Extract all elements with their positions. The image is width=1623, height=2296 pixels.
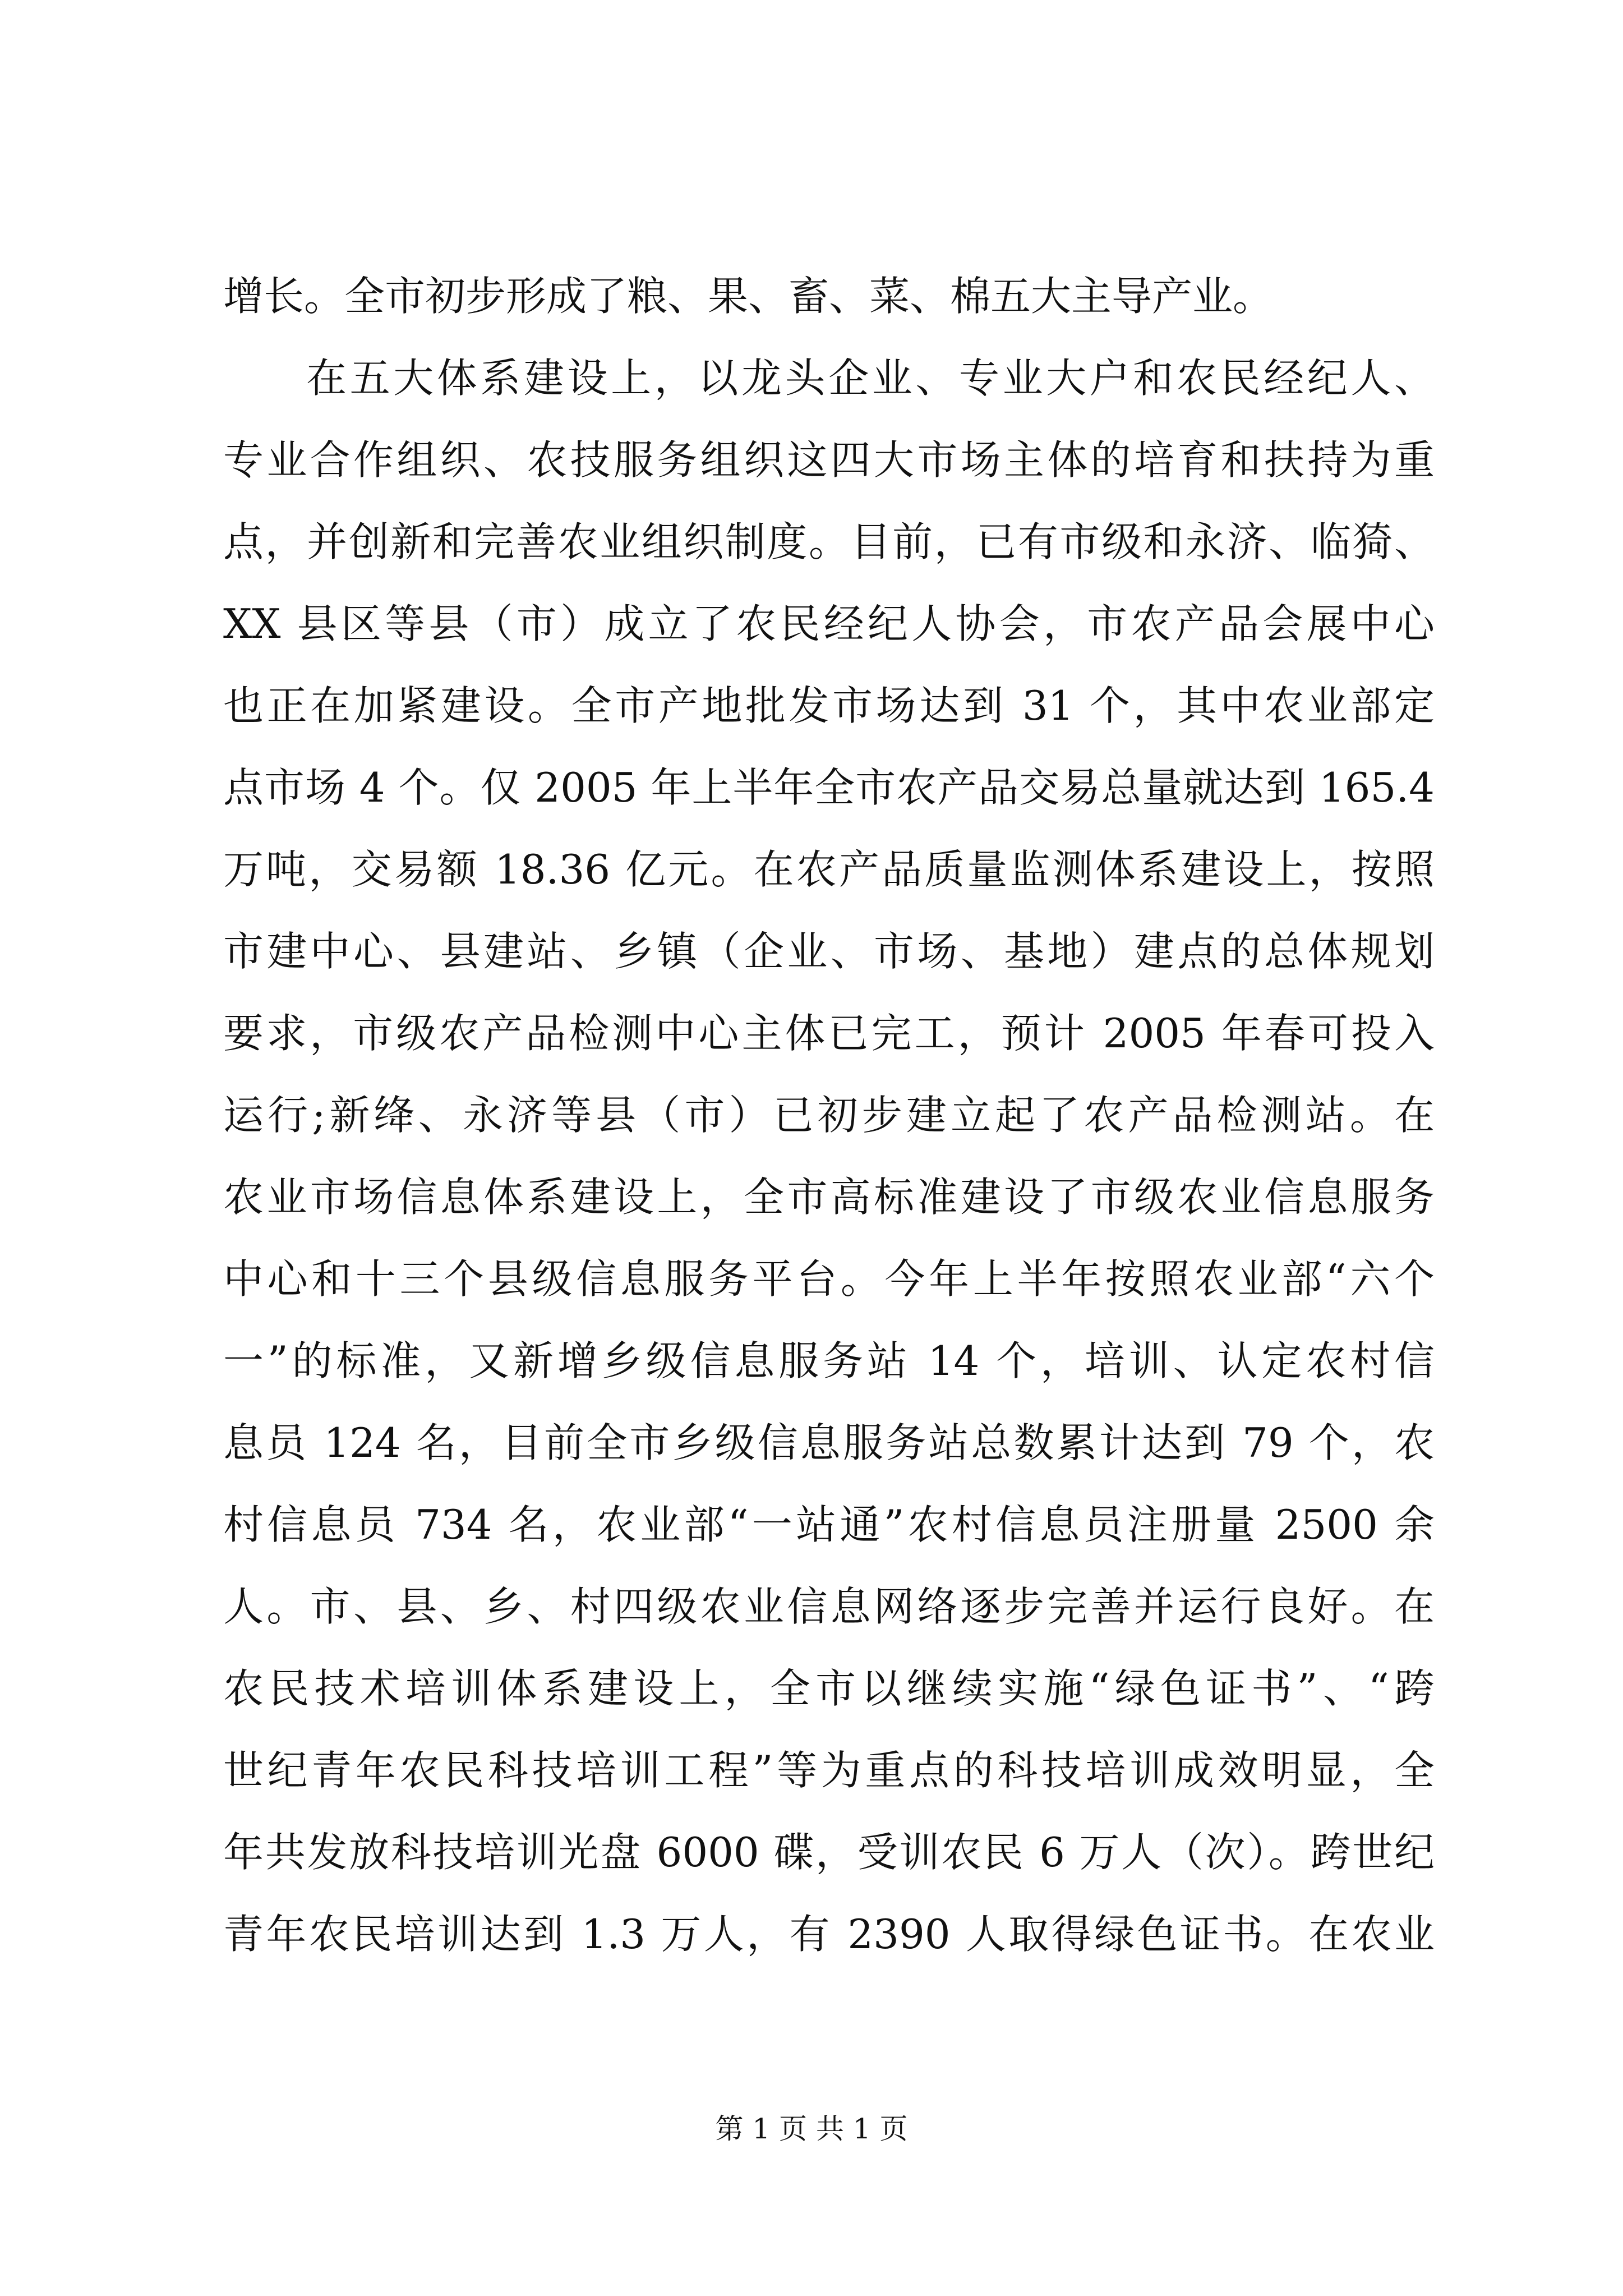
text-line: 息员 124 名，目前全市乡级信息服务站总数累计达到 79 个，农 [223, 1419, 1435, 1466]
text-line: 在五大体系建设上，以龙头企业、专业大户和农民经纪人、 [306, 355, 1435, 402]
text-line: 增长。全市初步形成了粮、果、畜、菜、棉五大主导产业。 [223, 273, 1274, 320]
text-line: 也正在加紧建设。全市产地批发市场达到 31 个，其中农业部定 [223, 682, 1435, 729]
text-line: 市建中心、县建站、乡镇（企业、市场、基地）建点的总体规划 [223, 928, 1435, 975]
text-line: 农业市场信息体系建设上，全市高标准建设了市级农业信息服务 [223, 1174, 1435, 1221]
text-line: 运行;新绛、永济等县（市）已初步建立起了农产品检测站。在 [223, 1092, 1435, 1139]
page-footer [0, 2109, 1623, 2148]
text-line: 世纪青年农民科技培训工程”等为重点的科技培训成效明显，全 [223, 1747, 1435, 1794]
text-line: 中心和十三个县级信息服务平台。今年上半年按照农业部“六个 [223, 1255, 1435, 1303]
text-line: 点，并创新和完善农业组织制度。目前，已有市级和永济、临猗、 [223, 518, 1435, 565]
text-line: 一”的标准，又新增乡级信息服务站 14 个，培训、认定农村信 [223, 1337, 1435, 1384]
text-line: 村信息员 734 名，农业部“一站通”农村信息员注册量 2500 余 [223, 1501, 1435, 1548]
body-text [223, 255, 1435, 1975]
text-line: 年共发放科技培训光盘 6000 碟，受训农民 6 万人（次）。跨世纪 [223, 1829, 1435, 1876]
text-line: 点市场 4 个。仅 2005 年上半年全市农产品交易总量就达到 165.4 [223, 764, 1435, 811]
text-line: 青年农民培训达到 1.3 万人，有 2390 人取得绿色证书。在农业 [223, 1911, 1435, 1958]
text-line: 农民技术培训体系建设上，全市以继续实施“绿色证书”、“跨 [223, 1665, 1435, 1712]
page-number-label: 第 1 页 共 1 页 [715, 2113, 908, 2145]
text-line: XX 县区等县（市）成立了农民经纪人协会，市农产品会展中心 [223, 600, 1435, 647]
text-line: 专业合作组织、农技服务组织这四大市场主体的培育和扶持为重 [223, 436, 1435, 484]
text-line: 人。市、县、乡、村四级农业信息网络逐步完善并运行良好。在 [223, 1583, 1435, 1630]
text-line: 万吨，交易额 18.36 亿元。在农产品质量监测体系建设上，按照 [223, 846, 1435, 893]
text-line: 要求，市级农产品检测中心主体已完工，预计 2005 年春可投入 [223, 1010, 1435, 1057]
